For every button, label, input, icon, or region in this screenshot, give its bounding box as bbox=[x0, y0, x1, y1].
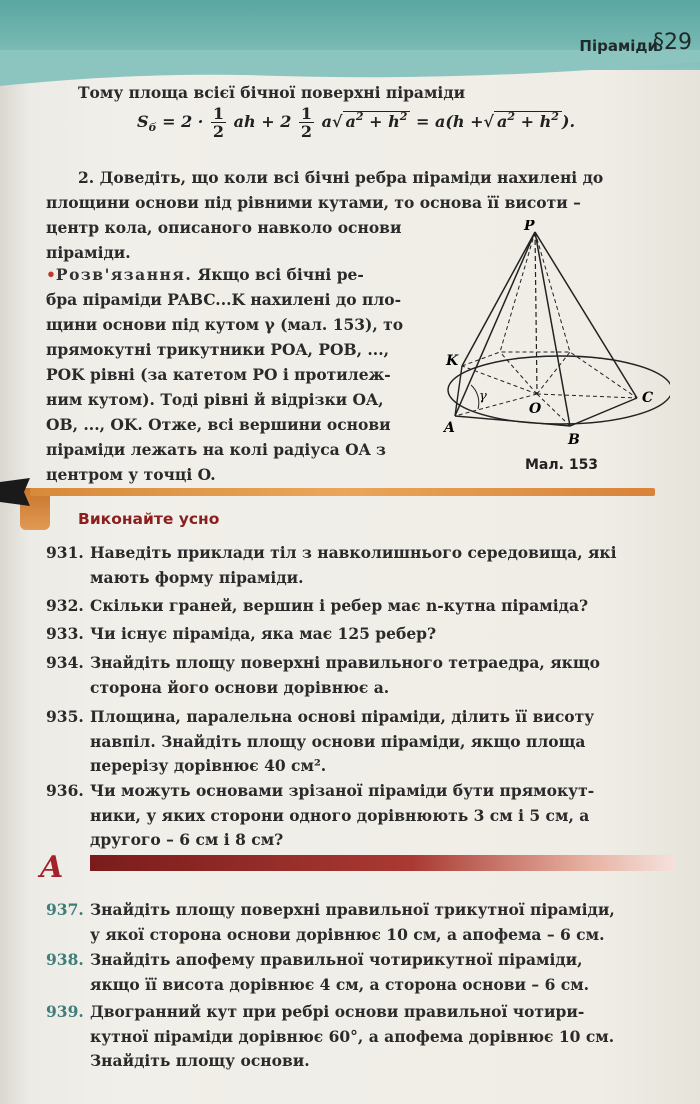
exercise-936: 936. Чи можуть основами зрізаної піраміди бути прямокут- ники, у яких сторони одного дорівнюють 3 см і 5 см, а другого – 6 см і 8 см? bbox=[46, 781, 595, 849]
solution-line8: піраміди лежать на колі радіуса OA з bbox=[46, 440, 386, 459]
solution-line1: •Розв'язання. Якщо всі бічні ре- bbox=[46, 265, 364, 284]
edge-pk bbox=[462, 232, 535, 366]
level-a-divider bbox=[90, 855, 675, 871]
solution-line7: OB, ..., OK. Отже, всі вершини основи bbox=[46, 415, 391, 434]
radius-oa bbox=[455, 394, 537, 416]
level-a-marker: A bbox=[40, 850, 64, 885]
exercise-937: 937. Знайдіть площу поверхні правильної трикутної піраміди, у якої сторона основи дорівнює 10 см, а апофема – 6 см. bbox=[46, 900, 615, 944]
radius-ok bbox=[462, 366, 537, 394]
exercise-938: 938. Знайдіть апофему правильної чотирикутної піраміди, якщо її висота дорівнює 4 см, а сторона основи – 6 см. bbox=[46, 950, 590, 994]
height-line bbox=[535, 232, 537, 394]
radius-oc bbox=[537, 394, 637, 398]
solution-line3: щини основи під кутом γ (мал. 153), то bbox=[46, 315, 404, 334]
angle-gamma-arc bbox=[471, 385, 479, 409]
exercise-932: 932. Скільки граней, вершин і ребер має n-кутна піраміда? bbox=[46, 596, 589, 615]
solution-line6: ним кутом). Тоді рівні й відрізки OA, bbox=[46, 390, 384, 409]
problem2-line3: центр кола, описаного навколо основи bbox=[46, 218, 402, 237]
solution-line2: бра піраміди PABC...K нахилені до пло- bbox=[46, 290, 402, 309]
section-divider bbox=[30, 488, 655, 496]
solution-bullet: • bbox=[46, 265, 56, 284]
problem2-line2: площини основи під рівними кутами, то основа її висоти – bbox=[46, 193, 581, 212]
figure-caption: Мал. 153 bbox=[525, 457, 599, 473]
edge-p-back2 bbox=[535, 232, 570, 352]
label-p: P bbox=[524, 220, 535, 234]
flag-marker-icon bbox=[0, 478, 34, 506]
oral-section-title: Виконайте усно bbox=[78, 510, 220, 528]
solution-label: Розв'язання. bbox=[55, 265, 193, 284]
exercise-935: 935. Площина, паралельна основі піраміди, ділить її висоту навпіл. Знайдіть площу основи піраміди, якщо площа перерізу дорівнює 40 см². bbox=[46, 707, 595, 775]
solution-line5: POK рівні (за катетом PO і протилеж- bbox=[46, 365, 391, 384]
label-b: B bbox=[568, 432, 580, 448]
label-a: A bbox=[444, 420, 455, 436]
label-o: O bbox=[529, 401, 542, 417]
exercise-934: 934. Знайдіть площу поверхні правильного тетраедра, якщо сторона його основи дорівнює a. bbox=[46, 653, 600, 697]
section-number: §29 bbox=[653, 30, 692, 55]
label-c: C bbox=[642, 390, 654, 406]
label-gamma: γ bbox=[479, 389, 487, 404]
running-title: Піраміди bbox=[579, 37, 658, 55]
problem2-line4: піраміди. bbox=[46, 243, 131, 262]
edge-p-back1 bbox=[500, 232, 535, 352]
solution-line9: центром у точці O. bbox=[46, 465, 216, 484]
exercise-931: 931. Наведіть приклади тіл з навколишнього середовища, які мають форму піраміди. bbox=[46, 543, 617, 587]
label-k: K bbox=[446, 353, 459, 369]
pyramid-figure bbox=[440, 220, 670, 450]
intro-line: Тому площа всієї бічної поверхні піраміди bbox=[78, 83, 466, 102]
exercise-933: 933. Чи існує піраміда, яка має 125 ребер? bbox=[46, 624, 437, 643]
lateral-area-formula: $S_б = 2$ · $\frac{1}{2}$ ah + 2 $\frac{1}{2}$ a√ $a^2 + h^2 = a(h$ +√ $a^2 + h^2$ ). bbox=[137, 104, 576, 141]
radius-back2 bbox=[537, 352, 570, 394]
solution-line4: прямокутні трикутники POA, POB, ..., bbox=[46, 340, 389, 359]
exercise-939: 939. Двогранний кут при ребрі основи правильної чотири- кутної піраміди дорівнює 60°, а апофема дорівнює 10 см. Знайдіть площу основи. bbox=[46, 1002, 615, 1070]
problem2-line1: 2. Доведіть, що коли всі бічні ребра піраміди нахилені до bbox=[78, 168, 604, 187]
